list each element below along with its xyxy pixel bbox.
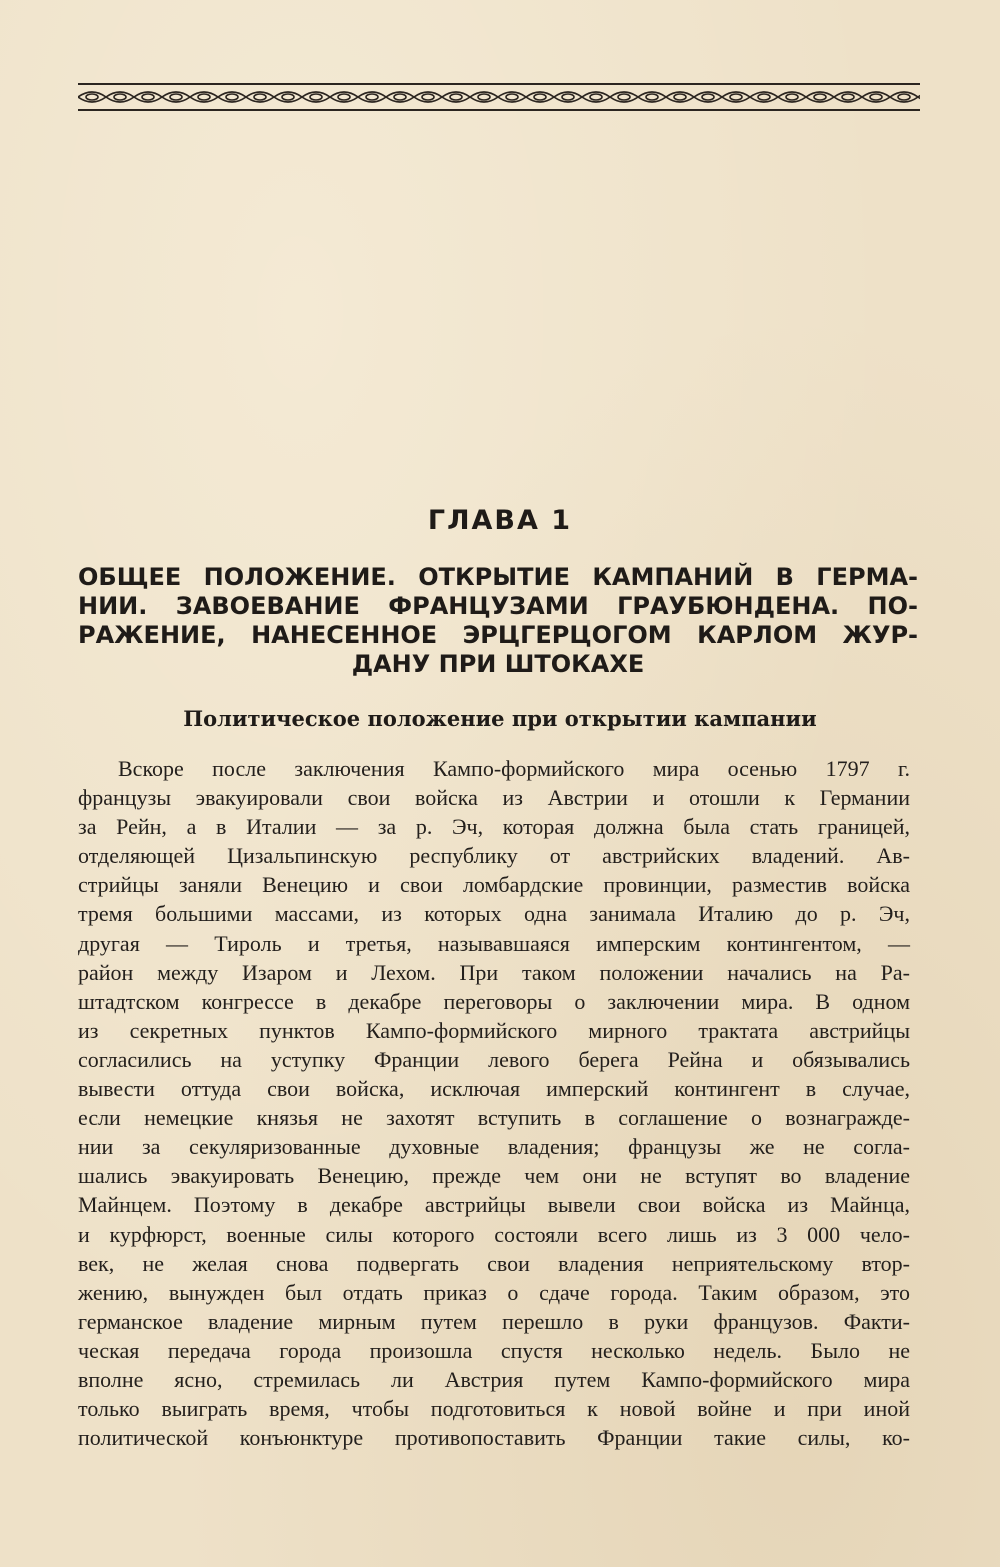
body-line: штадтском конгрессе в декабре переговоры о заключении мира. В одном	[78, 988, 910, 1014]
body-line: германское владение мирным путем перешло в руки французов. Факти-	[78, 1308, 910, 1334]
chapter-title-line: ОБЩЕЕ ПОЛОЖЕНИЕ. ОТКРЫТИЕ КАМПАНИЙ В ГЕРМА-	[78, 563, 918, 591]
body-line: политической конъюнктуре противопоставить Франции такие силы, ко-	[78, 1425, 910, 1451]
body-line: тремя большими массами, из которых одна занимала Италию до р. Эч,	[78, 901, 910, 927]
body-line: Вскоре после заключения Кампо-формийского мира осенью 1797 г.	[118, 756, 910, 781]
body-line: вывести оттуда свои войска, исключая имперский контингент в случае,	[78, 1076, 910, 1102]
body-line: район между Изаром и Лехом. При таком положении начались на Ра-	[78, 959, 910, 985]
body-line: если немецкие князья не захотят вступить в соглашение о вознагражде-	[78, 1105, 910, 1131]
chapter-title-line: ДАНУ ПРИ ШТОКАХЕ	[351, 650, 645, 678]
body-line: отделяющей Цизальпинскую республику от австрийских владений. Ав-	[78, 843, 910, 869]
body-line: за Рейн, а в Италии — за р. Эч, которая должна была стать границей,	[78, 814, 910, 840]
chapter-title-line: НИИ. ЗАВОЕВАНИЕ ФРАНЦУЗАМИ ГРАУБЮНДЕНА. ПО-	[78, 592, 918, 620]
body-line: жению, вынужден был отдать приказ о сдаче города. Таким образом, это	[78, 1279, 910, 1305]
body-line: век, не желая снова подвергать свои владения неприятельскому втор-	[78, 1250, 910, 1276]
body-line: ческая передача города произошла спустя несколько недель. Было не	[78, 1337, 910, 1363]
chapter-number: ГЛАВА 1	[427, 505, 573, 536]
body-line: согласились на уступку Франции левого берега Рейна и обязывались	[78, 1046, 910, 1072]
body-line: другая — Тироль и третья, называвшаяся имперским контингентом, —	[78, 930, 910, 956]
body-line: вполне ясно, стремилась ли Австрия путем Кампо-формийского мира	[78, 1366, 910, 1392]
body-line: и курфюрст, военные силы которого состояли всего лишь из 3 000 чело-	[78, 1221, 910, 1247]
body-line: шались эвакуировать Венецию, прежде чем они не вступят во владение	[78, 1163, 910, 1189]
chapter-title-line: РАЖЕНИЕ, НАНЕСЕННОЕ ЭРЦГЕРЦОГОМ КАРЛОМ ЖУР-	[78, 621, 918, 649]
body-line: Майнцем. Поэтому в декабре австрийцы вывели свои войска из Майнца,	[78, 1192, 910, 1218]
chapter-title	[78, 563, 918, 679]
body-text	[78, 754, 910, 1452]
body-line: французы эвакуировали свои войска из Австрии и отошли к Германии	[78, 785, 910, 811]
body-line: нии за секуляризованные духовные владения; французы же не согла-	[78, 1134, 910, 1160]
body-line: только выиграть время, чтобы подготовиться к новой войне и при иной	[78, 1396, 910, 1422]
body-line: стрийцы заняли Венецию и свои ломбардские провинции, разместив войска	[78, 872, 910, 898]
section-heading: Политическое положение при открытии кампании	[183, 706, 817, 731]
body-line: из секретных пунктов Кампо-формийского мирного трактата австрийцы	[78, 1017, 910, 1043]
decorative-ornament-band	[78, 80, 920, 114]
